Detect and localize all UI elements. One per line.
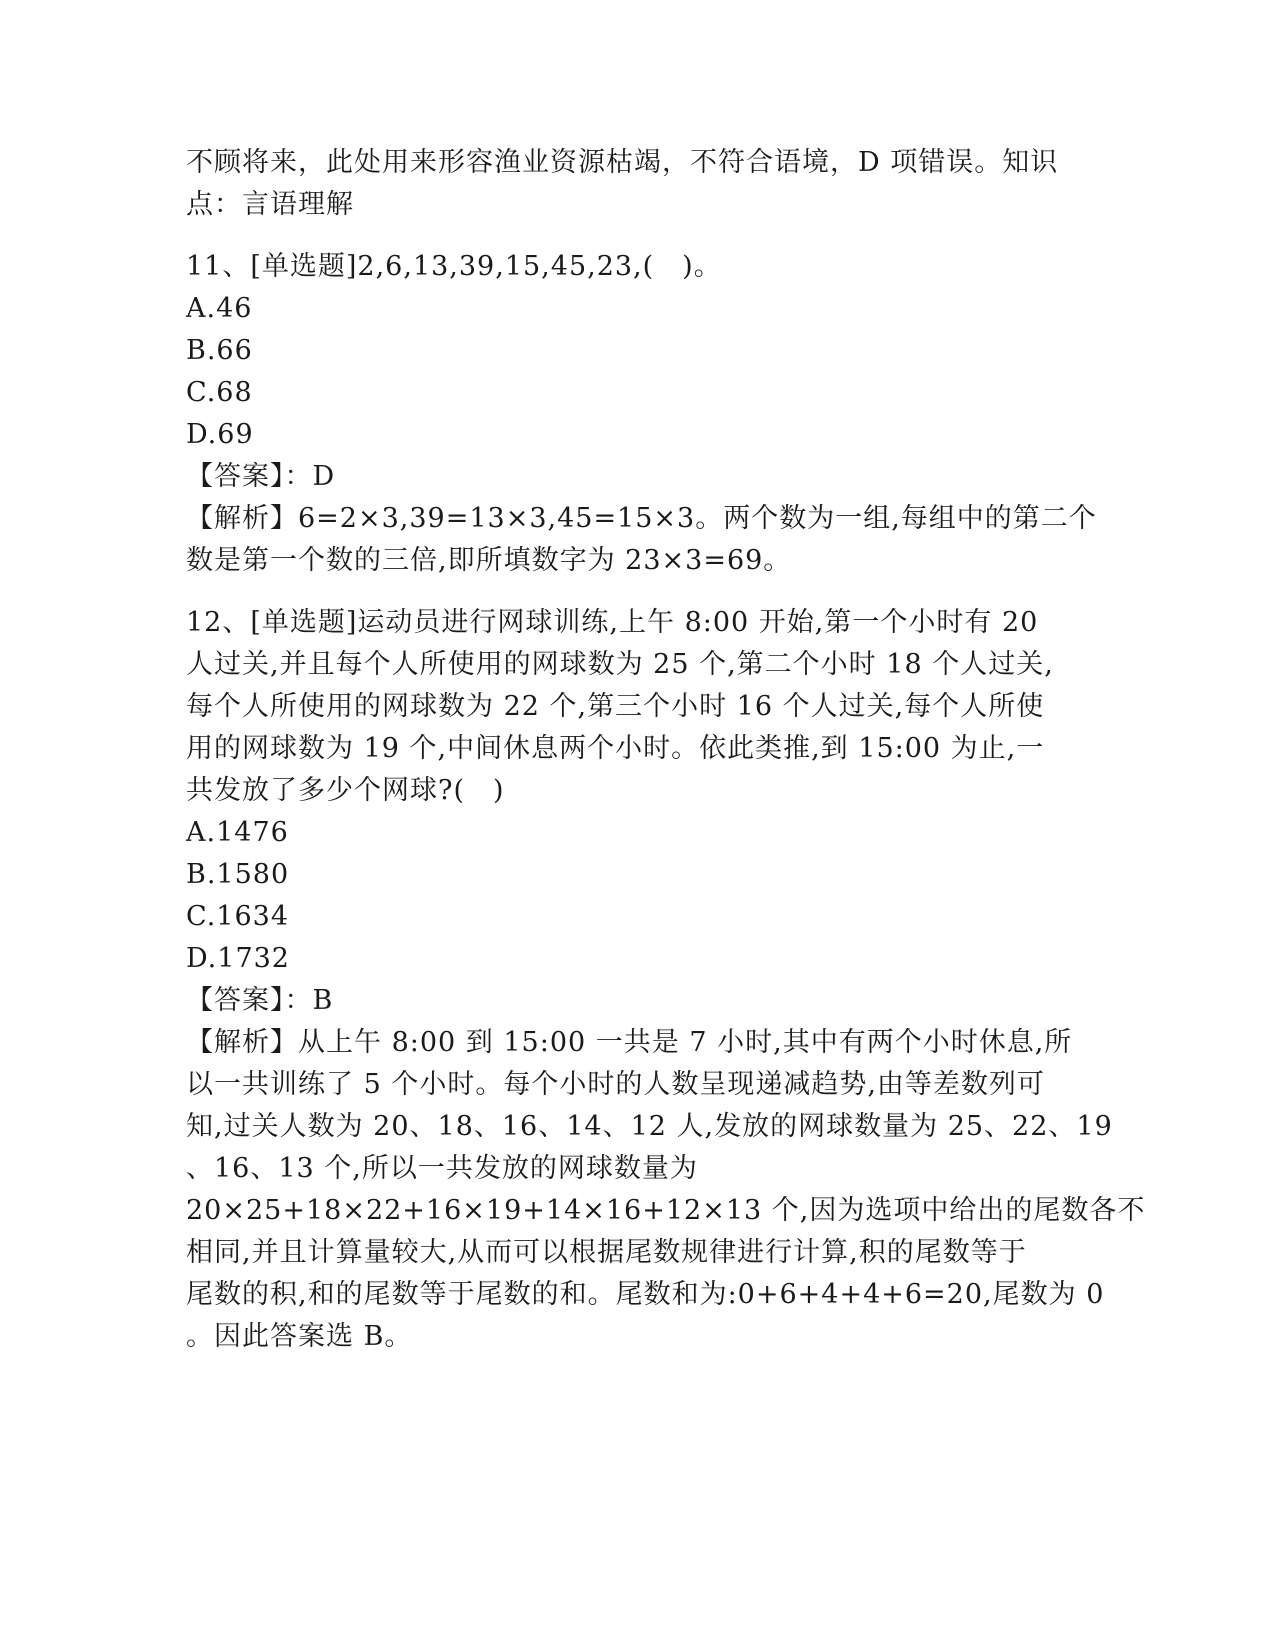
option-b: B.66 <box>186 335 253 366</box>
option-a: A.1476 <box>186 817 289 848</box>
answer-line: 【答案】：D <box>186 461 336 492</box>
option-a: A.46 <box>186 293 253 324</box>
previous-analysis-tail <box>186 142 1091 226</box>
analysis-line: 以一共训练了 5 个小时。每个小时的人数呈现递减趋势,由等差数列可 <box>186 1069 1045 1100</box>
text-line: 点：言语理解 <box>186 189 354 220</box>
question-stem-line: 12、[单选题]运动员进行网球训练,上午 8:00 开始,第一个小时有 20 <box>186 607 1039 638</box>
question-stem-line: 用的网球数为 19 个,中间休息两个小时。依此类推,到 15:00 为止,一 <box>186 733 1045 764</box>
question-stem: 11、[单选题]2,6,13,39,15,45,23,( )。 <box>186 251 722 282</box>
option-d: D.1732 <box>186 943 290 974</box>
analysis-line: 数是第一个数的三倍,即所填数字为 23×3=69。 <box>186 545 792 576</box>
option-c: C.1634 <box>186 901 289 932</box>
analysis-line: 知,过关人数为 20、18、16、14、12 人,发放的网球数量为 25、22、19 <box>186 1111 1113 1142</box>
analysis-line: 尾数的积,和的尾数等于尾数的和。尾数和为:0+6+4+4+6=20,尾数为 0 <box>186 1279 1105 1310</box>
analysis-line: 、16、13 个,所以一共发放的网球数量为 <box>186 1153 698 1184</box>
analysis-line: 20×25+18×22+16×19+14×16+12×13 个,因为选项中给出的尾数各不 <box>186 1195 1146 1226</box>
analysis-line: 。因此答案选 B。 <box>186 1321 413 1352</box>
analysis-line: 【解析】从上午 8:00 到 15:00 一共是 7 小时,其中有两个小时休息,所 <box>186 1027 1073 1058</box>
analysis-line: 【解析】6=2×3,39=13×3,45=15×3。两个数为一组,每组中的第二个 <box>186 503 1097 534</box>
option-d: D.69 <box>186 419 254 450</box>
question-stem-line: 共发放了多少个网球?( ) <box>186 775 505 806</box>
question-stem-line: 人过关,并且每个人所使用的网球数为 25 个,第二个小时 18 个人过关, <box>186 649 1054 680</box>
question-11 <box>186 246 1097 582</box>
option-b: B.1580 <box>186 859 290 890</box>
question-12 <box>186 602 1146 1358</box>
document-page <box>186 142 1146 1358</box>
text-line: 不顾将来，此处用来形容渔业资源枯竭，不符合语境，D 项错误。知识 <box>186 147 1059 178</box>
option-c: C.68 <box>186 377 253 408</box>
answer-line: 【答案】：B <box>186 985 334 1016</box>
analysis-line: 相同,并且计算量较大,从而可以根据尾数规律进行计算,积的尾数等于 <box>186 1237 1027 1268</box>
question-stem-line: 每个人所使用的网球数为 22 个,第三个小时 16 个人过关,每个人所使 <box>186 691 1045 722</box>
